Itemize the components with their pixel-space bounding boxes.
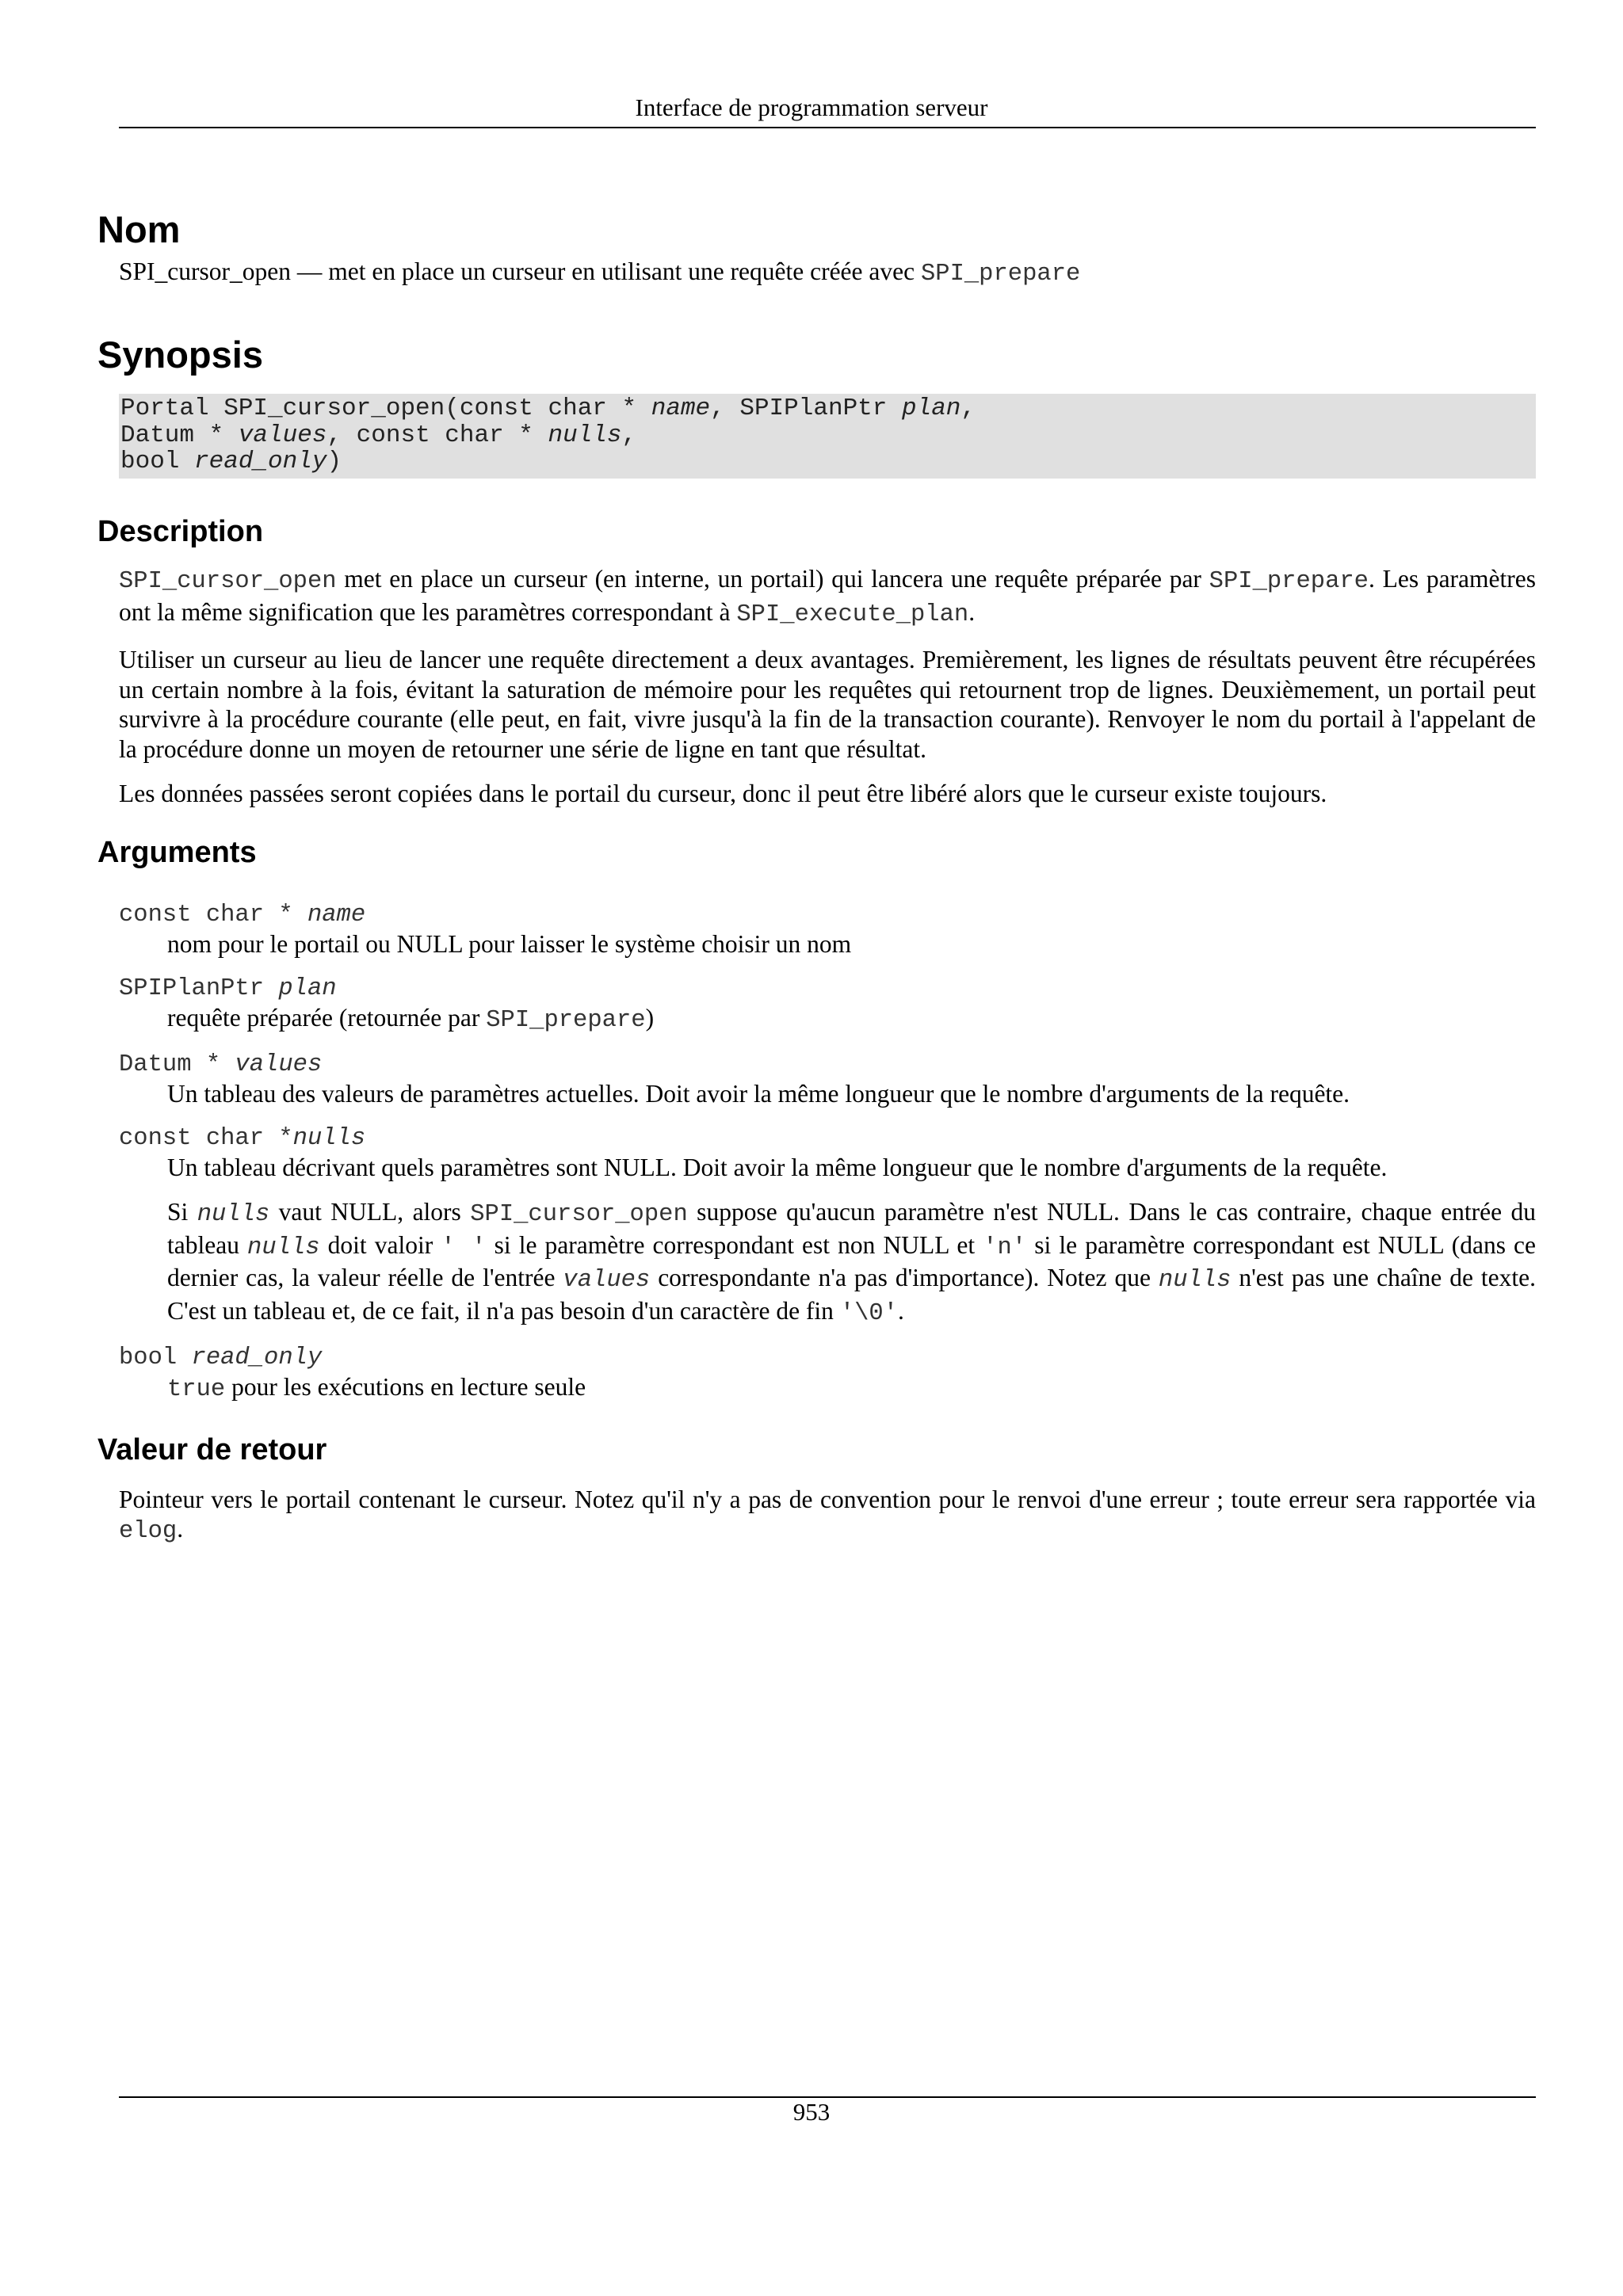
argument-list bbox=[119, 901, 1536, 1405]
code-text: Portal SPI_cursor_open(const char * bbox=[120, 395, 651, 423]
argument-item bbox=[119, 901, 1536, 959]
code-text: , const char * bbox=[327, 421, 548, 449]
argument-definition bbox=[167, 1079, 1536, 1109]
arg-param: nulls bbox=[292, 1124, 366, 1152]
inline-code: '\0' bbox=[839, 1299, 899, 1327]
description-paragraph bbox=[119, 564, 1536, 630]
section-heading-nom: Nom bbox=[97, 208, 181, 250]
code-text: Datum * bbox=[120, 421, 239, 449]
text-run: . bbox=[177, 1515, 184, 1543]
argument-item bbox=[119, 1124, 1536, 1329]
argument-description: Un tableau décrivant quels paramètres sont NULL. Doit avoir la même longueur que le nombre d'arguments de la requête. bbox=[167, 1153, 1388, 1181]
argument-definition bbox=[167, 929, 1536, 959]
text-run: Si bbox=[167, 1198, 197, 1226]
text-run: si le paramètre correspondant est non NULL et bbox=[486, 1230, 983, 1259]
text-run: requête préparée (retournée par bbox=[167, 1003, 487, 1032]
argument-definition bbox=[167, 1153, 1536, 1329]
text-run: si le paramètre correspondant est NULL (dans ce dernier cas, la valeur réelle de l'entrée bbox=[167, 1230, 1537, 1292]
text-run: correspondante n'a pas d'importance). Notez que bbox=[650, 1264, 1159, 1292]
arg-type: const char * bbox=[119, 1124, 293, 1152]
argument-term bbox=[119, 974, 1536, 1003]
running-header: Interface de programmation serveur bbox=[635, 93, 988, 121]
section-heading-description: Description bbox=[97, 514, 264, 548]
inline-code: SPI_prepare bbox=[486, 1006, 646, 1034]
argument-term bbox=[119, 1051, 1536, 1079]
inline-code: SPI_cursor_open bbox=[119, 568, 337, 596]
inline-code: SPI_cursor_open bbox=[470, 1201, 688, 1229]
text-run: . bbox=[968, 597, 976, 626]
text-run: ) bbox=[645, 1003, 655, 1032]
arg-param: plan bbox=[278, 974, 337, 1002]
inline-code-param: nulls bbox=[247, 1234, 320, 1261]
inline-code-param: values bbox=[563, 1267, 651, 1295]
refname-line bbox=[119, 257, 1536, 290]
param-name: plan bbox=[901, 395, 961, 423]
argument-description bbox=[167, 1003, 1536, 1036]
page-content bbox=[97, 208, 1537, 1547]
argument-description bbox=[167, 1372, 1536, 1405]
description-paragraph: Les données passées seront copiées dans le portail du curseur, donc il peut être libéré alors que le curseur existe toujours. bbox=[119, 780, 1327, 808]
inline-code: SPI_prepare bbox=[1209, 568, 1369, 596]
argument-term bbox=[119, 901, 1536, 929]
text-run: suppose qu'aucun paramètre n'est NULL. Dans le cas contraire, chaque entrée du tableau bbox=[167, 1198, 1536, 1259]
section-heading-synopsis: Synopsis bbox=[97, 333, 263, 376]
arg-type: bool bbox=[119, 1344, 192, 1372]
arg-type: SPIPlanPtr bbox=[119, 974, 279, 1002]
code-text: ) bbox=[327, 448, 342, 476]
param-name: name bbox=[651, 395, 711, 423]
arg-param: values bbox=[235, 1051, 323, 1079]
argument-description: nom pour le portail ou NULL pour laisser le système choisir un nom bbox=[167, 930, 852, 959]
code-text: , SPIPlanPtr bbox=[710, 395, 902, 423]
argument-term bbox=[119, 1344, 1536, 1372]
argument-detail-paragraph bbox=[167, 1197, 1536, 1329]
text-run: met en place un curseur (en interne, un portail) qui lancera une requête préparée par bbox=[336, 565, 1209, 593]
section-heading-arguments: Arguments bbox=[97, 835, 257, 869]
param-name: read_only bbox=[194, 448, 327, 476]
inline-code-param: nulls bbox=[197, 1201, 270, 1229]
text-run: pour les exécutions en lecture seule bbox=[225, 1373, 586, 1402]
inline-code: SPI_execute_plan bbox=[736, 601, 969, 628]
page-number: 953 bbox=[792, 2098, 831, 2126]
code-text: bool bbox=[120, 448, 195, 476]
code-text: , bbox=[960, 395, 976, 423]
argument-definition bbox=[167, 1372, 1536, 1405]
inline-code: 'n' bbox=[983, 1234, 1027, 1261]
inline-code: SPI_prepare bbox=[920, 261, 1081, 288]
argument-item bbox=[119, 1344, 1536, 1405]
argument-term bbox=[119, 1124, 1536, 1153]
param-name: values bbox=[238, 421, 327, 449]
argument-item bbox=[119, 974, 1536, 1036]
text-run: . Les paramètres ont la même signification que les paramètres correspondant à bbox=[119, 565, 1536, 626]
argument-definition bbox=[167, 1003, 1536, 1036]
refname-text: SPI_cursor_open — met en place un curseur en utilisant une requête créée avec bbox=[119, 257, 921, 286]
code-text: , bbox=[621, 421, 637, 449]
argument-description: Un tableau des valeurs de paramètres actuelles. Doit avoir la même longueur que le nombre d'arguments de la requête. bbox=[167, 1080, 1350, 1108]
arg-type: Datum * bbox=[119, 1051, 235, 1079]
arg-param: name bbox=[307, 902, 366, 929]
inline-code: true bbox=[167, 1376, 226, 1404]
description-paragraph: Utiliser un curseur au lieu de lancer une requête directement a deux avantages. Premièrement, les lignes de résultats peuvent être récupérées un certain nombre à la fois, évitant la saturation de mémoire pour les requêtes qui retournent trop de lignes. Deuxièmement, un portail peut survivre à la procédure courante (elle peut, en fait, vivre jusqu'à la fin de la transaction courante). Renvoyer le nom du portail à l'appelant de la procédure donne un moyen de retourner une série de ligne en tant que résultat. bbox=[119, 646, 1536, 763]
section-heading-return-value: Valeur de retour bbox=[97, 1432, 327, 1466]
arg-param: read_only bbox=[191, 1344, 323, 1372]
text-run: . bbox=[898, 1296, 904, 1325]
text-run: vaut NULL, alors bbox=[269, 1198, 471, 1226]
inline-code: elog bbox=[119, 1518, 178, 1546]
inline-code: ' ' bbox=[441, 1234, 487, 1261]
param-name: nulls bbox=[548, 421, 622, 449]
inline-code-param: nulls bbox=[1158, 1267, 1232, 1295]
synopsis-code-block bbox=[119, 394, 1536, 479]
text-run: n'est pas une chaîne de texte. C'est un tableau et, de ce fait, il n'a pas besoin d'un caractère de fin bbox=[167, 1264, 1537, 1325]
text-run: Pointeur vers le portail contenant le curseur. Notez qu'il n'y a pas de convention pour le renvoi d'une erreur ; toute erreur sera rapportée via bbox=[119, 1485, 1536, 1513]
header-divider bbox=[119, 127, 1536, 128]
arg-type: const char * bbox=[119, 902, 307, 929]
text-run: doit valoir bbox=[319, 1230, 441, 1259]
argument-item bbox=[119, 1051, 1536, 1109]
return-value-paragraph bbox=[119, 1485, 1536, 1547]
